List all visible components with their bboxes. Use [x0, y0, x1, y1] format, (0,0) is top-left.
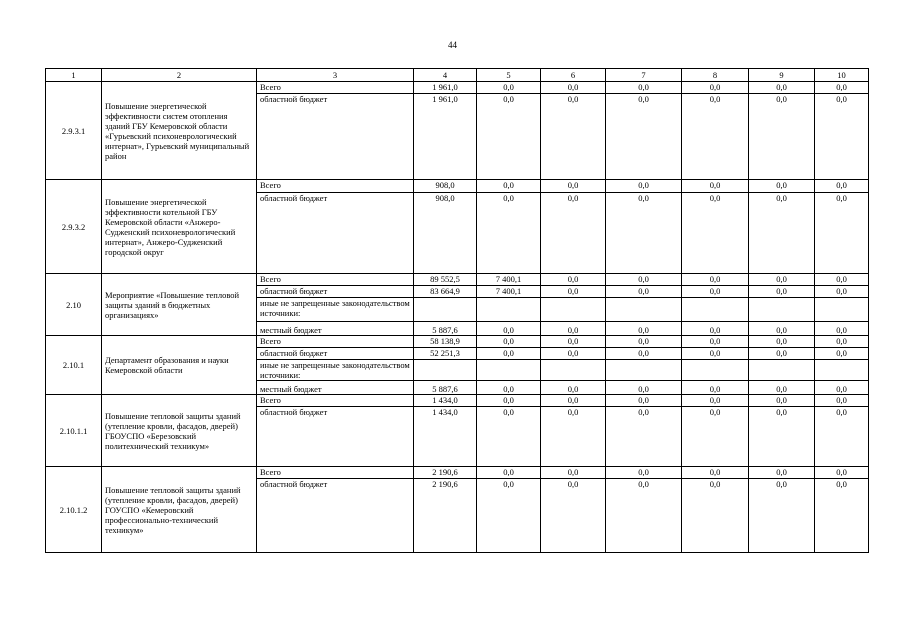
column-header: 5: [477, 69, 541, 82]
value-cell: 0,0: [477, 395, 541, 407]
value-cell: 0,0: [606, 467, 682, 479]
funding-source: областной бюджет: [257, 286, 414, 298]
budget-table: [45, 68, 869, 553]
value-cell: 0,0: [682, 82, 749, 94]
value-cell: 0,0: [606, 322, 682, 336]
row-code: 2.10: [46, 274, 102, 336]
funding-source: Всего: [257, 82, 414, 94]
value-cell: 0,0: [541, 336, 606, 348]
value-cell: 0,0: [749, 479, 815, 553]
value-cell: 0,0: [815, 82, 869, 94]
value-cell: 0,0: [682, 348, 749, 360]
funding-source: областной бюджет: [257, 348, 414, 360]
value-cell: 0,0: [815, 381, 869, 395]
value-cell: 0,0: [477, 479, 541, 553]
funding-source: областной бюджет: [257, 94, 414, 180]
table-row: [46, 82, 869, 94]
value-cell: [477, 360, 541, 381]
column-header: 6: [541, 69, 606, 82]
table-header-row: [46, 69, 869, 82]
value-cell: 0,0: [815, 479, 869, 553]
funding-source: областной бюджет: [257, 407, 414, 467]
value-cell: 0,0: [541, 407, 606, 467]
value-cell: [414, 298, 477, 322]
column-header: 9: [749, 69, 815, 82]
funding-source: Всего: [257, 336, 414, 348]
funding-source: Всего: [257, 274, 414, 286]
value-cell: [541, 298, 606, 322]
value-cell: [815, 360, 869, 381]
column-header: 7: [606, 69, 682, 82]
value-cell: 0,0: [606, 336, 682, 348]
value-cell: [541, 360, 606, 381]
value-cell: 7 400,1: [477, 274, 541, 286]
row-code: 2.10.1.1: [46, 395, 102, 467]
row-name: Повышение энергетической эффективности котельной ГБУ Кемеровской области «Анжеро-Судженский психоневрологический интернат», Анжеро-Судженский городской округ: [102, 180, 257, 274]
value-cell: 5 887,6: [414, 322, 477, 336]
value-cell: 2 190,6: [414, 467, 477, 479]
value-cell: 0,0: [477, 407, 541, 467]
value-cell: 2 190,6: [414, 479, 477, 553]
funding-source: иные не запрещенные законодательством источники:: [257, 298, 414, 322]
value-cell: 0,0: [606, 193, 682, 274]
row-code: 2.9.3.2: [46, 180, 102, 274]
table-row: [46, 467, 869, 479]
value-cell: 0,0: [749, 467, 815, 479]
value-cell: 0,0: [541, 193, 606, 274]
value-cell: 0,0: [749, 348, 815, 360]
value-cell: 0,0: [541, 479, 606, 553]
value-cell: 0,0: [541, 322, 606, 336]
funding-source: местный бюджет: [257, 322, 414, 336]
value-cell: 0,0: [606, 348, 682, 360]
value-cell: 1 434,0: [414, 407, 477, 467]
value-cell: 0,0: [606, 407, 682, 467]
value-cell: 0,0: [749, 180, 815, 193]
column-header: 2: [102, 69, 257, 82]
column-header: 3: [257, 69, 414, 82]
row-code: 2.10.1: [46, 336, 102, 395]
value-cell: 0,0: [477, 336, 541, 348]
value-cell: 0,0: [749, 407, 815, 467]
value-cell: 0,0: [541, 286, 606, 298]
value-cell: 0,0: [815, 180, 869, 193]
value-cell: 908,0: [414, 180, 477, 193]
value-cell: 0,0: [682, 180, 749, 193]
value-cell: 0,0: [749, 193, 815, 274]
value-cell: 0,0: [749, 82, 815, 94]
row-name: Повышение тепловой защиты зданий (утепление кровли, фасадов, дверей) ГБОУСПО «Березовский политехнический техникум»: [102, 395, 257, 467]
value-cell: 0,0: [477, 180, 541, 193]
value-cell: 0,0: [815, 286, 869, 298]
value-cell: 7 400,1: [477, 286, 541, 298]
row-name: Департамент образования и науки Кемеровской области: [102, 336, 257, 395]
value-cell: 0,0: [541, 348, 606, 360]
value-cell: 0,0: [682, 94, 749, 180]
value-cell: 1 434,0: [414, 395, 477, 407]
value-cell: 0,0: [541, 274, 606, 286]
value-cell: 0,0: [815, 348, 869, 360]
value-cell: 0,0: [682, 274, 749, 286]
value-cell: 0,0: [682, 395, 749, 407]
value-cell: 0,0: [682, 336, 749, 348]
value-cell: 0,0: [815, 274, 869, 286]
value-cell: 83 664,9: [414, 286, 477, 298]
funding-source: иные не запрещенные законодательством источники:: [257, 360, 414, 381]
value-cell: 0,0: [606, 395, 682, 407]
value-cell: 0,0: [606, 479, 682, 553]
row-name: Повышение энергетической эффективности систем отопления зданий ГБУ Кемеровской области «Гурьевский психоневрологический интернат», Гурьевский муниципальный район: [102, 82, 257, 180]
funding-source: областной бюджет: [257, 193, 414, 274]
value-cell: 0,0: [477, 94, 541, 180]
value-cell: 0,0: [815, 336, 869, 348]
value-cell: 0,0: [477, 381, 541, 395]
value-cell: 0,0: [541, 180, 606, 193]
value-cell: 0,0: [477, 193, 541, 274]
value-cell: 1 961,0: [414, 82, 477, 94]
row-name: Повышение тепловой защиты зданий (утепление кровли, фасадов, дверей) ГОУСПО «Кемеровский профессионально-технический техникум»: [102, 467, 257, 553]
funding-source: местный бюджет: [257, 381, 414, 395]
value-cell: 0,0: [541, 395, 606, 407]
value-cell: 0,0: [815, 395, 869, 407]
row-code: 2.10.1.2: [46, 467, 102, 553]
value-cell: 5 887,6: [414, 381, 477, 395]
table-row: [46, 180, 869, 193]
table-row: [46, 336, 869, 348]
value-cell: 52 251,3: [414, 348, 477, 360]
value-cell: 0,0: [682, 286, 749, 298]
funding-source: Всего: [257, 467, 414, 479]
table-row: [46, 274, 869, 286]
value-cell: 0,0: [682, 322, 749, 336]
value-cell: 0,0: [541, 94, 606, 180]
column-header: 1: [46, 69, 102, 82]
value-cell: 0,0: [606, 180, 682, 193]
value-cell: 0,0: [815, 467, 869, 479]
value-cell: 0,0: [749, 274, 815, 286]
column-header: 8: [682, 69, 749, 82]
table-row: [46, 395, 869, 407]
value-cell: 0,0: [815, 94, 869, 180]
value-cell: [682, 360, 749, 381]
column-header: 4: [414, 69, 477, 82]
value-cell: [606, 298, 682, 322]
value-cell: 0,0: [606, 82, 682, 94]
value-cell: 0,0: [682, 467, 749, 479]
value-cell: 0,0: [749, 322, 815, 336]
value-cell: 0,0: [749, 395, 815, 407]
value-cell: 0,0: [477, 467, 541, 479]
value-cell: 0,0: [477, 348, 541, 360]
value-cell: 0,0: [477, 322, 541, 336]
value-cell: 58 138,9: [414, 336, 477, 348]
value-cell: [414, 360, 477, 381]
value-cell: [749, 298, 815, 322]
value-cell: 0,0: [815, 407, 869, 467]
value-cell: 0,0: [749, 286, 815, 298]
row-name: Мероприятие «Повышение тепловой защиты зданий в бюджетных организациях»: [102, 274, 257, 336]
value-cell: [815, 298, 869, 322]
value-cell: [606, 360, 682, 381]
value-cell: 0,0: [477, 82, 541, 94]
value-cell: 0,0: [541, 381, 606, 395]
value-cell: 0,0: [682, 193, 749, 274]
funding-source: областной бюджет: [257, 479, 414, 553]
value-cell: 0,0: [749, 94, 815, 180]
value-cell: 0,0: [541, 467, 606, 479]
value-cell: 1 961,0: [414, 94, 477, 180]
column-header: 10: [815, 69, 869, 82]
value-cell: 0,0: [606, 274, 682, 286]
funding-source: Всего: [257, 395, 414, 407]
value-cell: 0,0: [606, 94, 682, 180]
value-cell: [749, 360, 815, 381]
table-body: [46, 69, 869, 553]
value-cell: 0,0: [606, 381, 682, 395]
value-cell: 0,0: [682, 381, 749, 395]
value-cell: [682, 298, 749, 322]
value-cell: 0,0: [815, 322, 869, 336]
value-cell: 908,0: [414, 193, 477, 274]
value-cell: 0,0: [682, 407, 749, 467]
value-cell: 0,0: [606, 286, 682, 298]
value-cell: 0,0: [541, 82, 606, 94]
value-cell: 0,0: [749, 336, 815, 348]
value-cell: 89 552,5: [414, 274, 477, 286]
value-cell: 0,0: [682, 479, 749, 553]
funding-source: Всего: [257, 180, 414, 193]
value-cell: [477, 298, 541, 322]
value-cell: 0,0: [815, 193, 869, 274]
page-number: 44: [448, 40, 457, 50]
value-cell: 0,0: [749, 381, 815, 395]
row-code: 2.9.3.1: [46, 82, 102, 180]
